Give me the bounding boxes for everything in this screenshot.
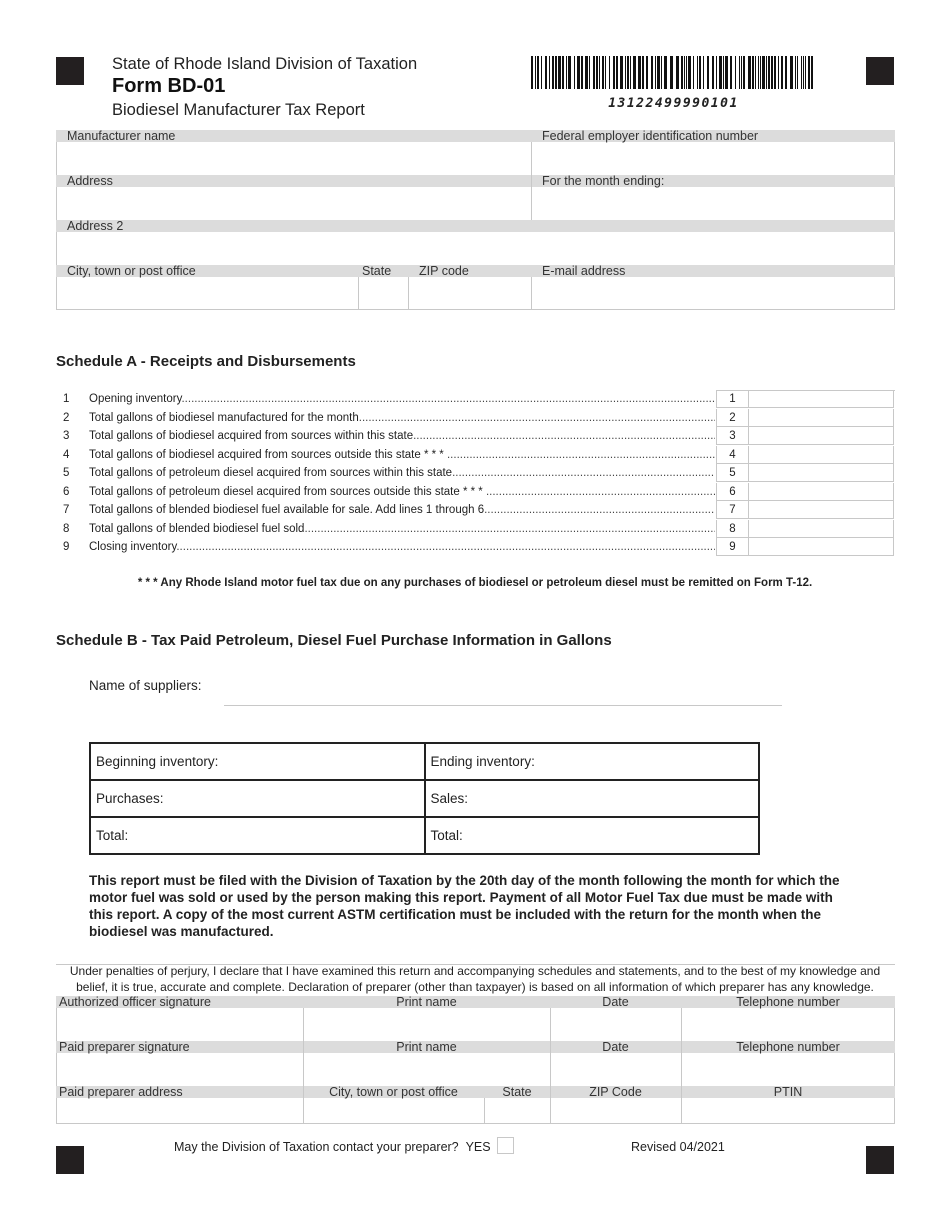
barcode-bar xyxy=(681,56,683,89)
fein-field[interactable] xyxy=(532,142,894,175)
preparer-city-field[interactable] xyxy=(304,1098,484,1123)
zip-field[interactable] xyxy=(409,277,531,309)
barcode-bar xyxy=(739,56,740,89)
line-amount-field[interactable] xyxy=(749,390,894,408)
line-number: 8 xyxy=(63,522,70,535)
barcode-bar xyxy=(620,56,623,89)
divider xyxy=(531,277,532,310)
barcode-bar xyxy=(762,56,765,89)
line-amount-field[interactable] xyxy=(749,427,894,445)
print-name-field-2[interactable] xyxy=(304,1053,550,1086)
form-title: Biodiesel Manufacturer Tax Report xyxy=(112,101,365,119)
line-amount-field[interactable] xyxy=(749,409,894,427)
preparer-address-label: Paid preparer address xyxy=(56,1086,303,1098)
barcode-bar xyxy=(585,56,588,89)
barcode-bar xyxy=(633,56,636,89)
barcode-bar xyxy=(531,56,533,89)
barcode-bar xyxy=(593,56,595,89)
barcode-bar xyxy=(703,56,704,89)
preparer-city-label: City, town or post office xyxy=(303,1086,484,1098)
barcode-bar xyxy=(537,56,539,89)
barcode-bar xyxy=(697,56,698,89)
divider xyxy=(358,277,359,310)
yes-checkbox[interactable] xyxy=(497,1137,514,1154)
barcode-bar xyxy=(562,56,564,89)
barcode-bar xyxy=(535,56,536,89)
barcode-bar xyxy=(625,56,626,89)
barcode-bar xyxy=(581,56,583,89)
contact-preparer-question xyxy=(174,1140,491,1154)
filing-notice: This report must be filed with the Division of Taxation by the 20th day of the month following the month for which the motor fuel was sold or used by the person making this report. Payment of all Motor Fuel Tax due must be made with this report. A copy of the most current ASTM certification must be included with the return for the month when the biodiesel was manufactured. xyxy=(89,873,840,939)
barcode-bar xyxy=(686,56,687,89)
barcode-bar xyxy=(688,56,691,89)
manufacturer-name-field[interactable] xyxy=(57,142,531,175)
form-id: Form BD-01 xyxy=(112,75,226,97)
table-row xyxy=(90,817,759,854)
line-number: 2 xyxy=(63,411,70,424)
telephone-label-1: Telephone number xyxy=(681,996,895,1008)
yes-label: YES xyxy=(465,1140,491,1154)
preparer-zip-field[interactable] xyxy=(551,1098,681,1123)
barcode-bar xyxy=(664,56,667,89)
barcode-bar xyxy=(566,56,567,89)
table-row xyxy=(90,743,759,780)
perjury-declaration: Under penalties of perjury, I declare that I have examined this return and accompanying schedules and statements, and to the best of my knowledge and belief, it is true, accurate and complete. Declaration of preparer (other than taxpayer) is based on all information of which preparer has any knowledge. xyxy=(69,964,881,994)
barcode-bar xyxy=(808,56,810,89)
line-description: Total gallons of petroleum diesel acquired from sources outside this state * * * ..... xyxy=(89,483,715,501)
preparer-state-field[interactable] xyxy=(485,1098,550,1123)
officer-signature-field[interactable] xyxy=(57,1008,303,1041)
schedule-b-title: Schedule B - Tax Paid Petroleum, Diesel Fuel Purchase Information in Gallons xyxy=(56,632,612,649)
line-number: 4 xyxy=(63,448,70,461)
barcode-bar xyxy=(627,56,629,89)
date-label-2: Date xyxy=(550,1041,681,1053)
barcode-bar xyxy=(712,56,714,89)
barcode-bar xyxy=(642,56,644,89)
month-ending-label: For the month ending: xyxy=(531,175,895,187)
beginning-inventory-cell[interactable]: Beginning inventory: xyxy=(90,743,425,780)
address2-field[interactable] xyxy=(57,232,894,264)
print-name-label-1: Print name xyxy=(303,996,550,1008)
barcode-bar xyxy=(574,56,575,89)
address-label: Address xyxy=(56,175,531,187)
barcode-bar xyxy=(758,56,759,89)
line-amount-field[interactable] xyxy=(749,538,894,556)
barcode-bar xyxy=(657,56,660,89)
barcode-bar xyxy=(596,56,598,89)
line-box-number: 3 xyxy=(716,427,749,445)
line-number: 6 xyxy=(63,485,70,498)
divider xyxy=(408,277,409,310)
barcode-bar xyxy=(549,56,550,89)
address-field[interactable] xyxy=(57,187,531,220)
preparer-signature-label: Paid preparer signature xyxy=(56,1041,303,1053)
barcode-bar xyxy=(651,56,653,89)
barcode-bar xyxy=(613,56,615,89)
state-field[interactable] xyxy=(359,277,408,309)
barcode-bar xyxy=(616,56,618,89)
divider xyxy=(303,1008,304,1124)
barcode-bar xyxy=(605,56,606,89)
table-row xyxy=(90,780,759,817)
fein-label: Federal employer identification number xyxy=(531,130,895,142)
barcode-bar xyxy=(805,56,806,89)
total-right-cell[interactable]: Total: xyxy=(425,817,760,854)
city-field[interactable] xyxy=(57,277,358,309)
line-amount-field[interactable] xyxy=(749,483,894,501)
barcode-bar xyxy=(741,56,742,89)
line-amount-field[interactable] xyxy=(749,446,894,464)
date-label-1: Date xyxy=(550,996,681,1008)
barcode-bar xyxy=(699,56,701,89)
barcode-bar xyxy=(693,56,694,89)
barcode-bar xyxy=(801,56,802,89)
month-ending-field[interactable] xyxy=(532,187,894,220)
date-field-2[interactable] xyxy=(551,1053,681,1086)
barcode-bar xyxy=(555,56,557,89)
barcode-bar xyxy=(803,56,804,89)
line-description: Total gallons of blended biodiesel fuel available for sale. Add lines 1 through 6 ..... xyxy=(89,501,715,519)
divider xyxy=(531,142,532,220)
suppliers-label: Name of suppliers: xyxy=(89,678,202,693)
registration-mark-top-left xyxy=(56,57,84,85)
barcode-bar xyxy=(790,56,793,89)
barcode-bar xyxy=(768,56,770,89)
barcode-bar xyxy=(811,56,813,89)
line-description: Total gallons of biodiesel manufactured for the month ..... xyxy=(89,409,715,427)
barcode-bar xyxy=(760,56,761,89)
line-box-number: 6 xyxy=(716,483,749,501)
barcode-bar xyxy=(558,56,561,89)
line-description: Total gallons of blended biodiesel fuel sold ..... xyxy=(89,520,715,538)
barcode-bar xyxy=(730,56,732,89)
line-box-number: 8 xyxy=(716,520,749,538)
barcode-bar xyxy=(545,56,547,89)
contact-question-text: May the Division of Taxation contact your preparer? xyxy=(174,1140,459,1154)
schedule-a-title: Schedule A - Receipts and Disbursements xyxy=(56,353,356,370)
divider xyxy=(484,1098,485,1124)
barcode-bar xyxy=(552,56,554,89)
barcode-bar xyxy=(589,56,590,89)
line-box-number: 9 xyxy=(716,538,749,556)
barcode-bar xyxy=(655,56,656,89)
line-description: Opening inventory ..... xyxy=(89,390,715,408)
print-name-field-1[interactable] xyxy=(304,1008,550,1041)
ptin-label: PTIN xyxy=(681,1086,895,1098)
barcode-bar xyxy=(766,56,767,89)
barcode-bar xyxy=(795,56,796,89)
divider xyxy=(550,1008,551,1124)
barcode-bar xyxy=(743,56,745,89)
registration-mark-top-right xyxy=(866,57,894,85)
line-number: 9 xyxy=(63,541,70,553)
line-amount-field[interactable] xyxy=(749,464,894,482)
barcode-bar xyxy=(735,56,736,89)
barcode-bar xyxy=(599,56,600,89)
barcode-bar xyxy=(568,56,571,89)
preparer-address-field[interactable] xyxy=(57,1098,303,1123)
barcode-bar xyxy=(630,56,631,89)
line-number: 7 xyxy=(63,504,70,516)
line-box-number: 5 xyxy=(716,464,749,482)
barcode-bar xyxy=(781,56,783,89)
barcode-bar xyxy=(785,56,787,89)
barcode-bar xyxy=(774,56,776,89)
barcode-bar xyxy=(684,56,685,89)
barcode-bar xyxy=(752,56,754,89)
barcode-bar xyxy=(646,56,648,89)
ptin-field[interactable] xyxy=(682,1098,894,1123)
ending-inventory-cell[interactable]: Ending inventory: xyxy=(425,743,760,780)
line-box-number: 4 xyxy=(716,446,749,464)
barcode-bar xyxy=(609,56,610,89)
date-field-1[interactable] xyxy=(551,1008,681,1041)
email-field[interactable] xyxy=(532,277,894,309)
preparer-state-label: State xyxy=(484,1086,550,1098)
registration-mark-bottom-right xyxy=(866,1146,894,1174)
barcode-bar xyxy=(602,56,604,89)
manufacturer-name-label: Manufacturer name xyxy=(56,130,531,142)
total-left-cell[interactable]: Total: xyxy=(90,817,425,854)
barcode-bar xyxy=(748,56,751,89)
line-amount-field[interactable] xyxy=(749,501,894,519)
line-number: 3 xyxy=(63,430,70,442)
barcode-bar xyxy=(676,56,679,89)
suppliers-field[interactable] xyxy=(224,686,782,706)
telephone-label-2: Telephone number xyxy=(681,1041,895,1053)
purchases-cell[interactable]: Purchases: xyxy=(90,780,425,817)
barcode-bar xyxy=(723,56,724,89)
officer-signature-label: Authorized officer signature xyxy=(56,996,303,1008)
email-label: E-mail address xyxy=(531,265,895,277)
state-label: State xyxy=(358,265,408,277)
barcode-number: 13122499990101 xyxy=(608,96,739,111)
barcode-bar xyxy=(719,56,722,89)
registration-mark-bottom-left xyxy=(56,1146,84,1174)
revision-date: Revised 04/2021 xyxy=(631,1140,725,1154)
telephone-field-2[interactable] xyxy=(682,1053,894,1086)
barcode-bar xyxy=(638,56,641,89)
line-amount-field[interactable] xyxy=(749,520,894,538)
barcode-bar xyxy=(797,56,798,89)
barcode-bar xyxy=(771,56,773,89)
print-name-label-2: Print name xyxy=(303,1041,550,1053)
barcode-bar xyxy=(661,56,662,89)
sales-cell[interactable]: Sales: xyxy=(425,780,760,817)
line-box-number: 7 xyxy=(716,501,749,519)
barcode-bar xyxy=(577,56,580,89)
barcode-bar xyxy=(725,56,728,89)
schedule-a-note: * * * Any Rhode Island motor fuel tax due on any purchases of biodiesel or petroleum diesel must be remitted on Form T-12. xyxy=(137,577,813,589)
preparer-zip-label: ZIP Code xyxy=(550,1086,681,1098)
agency-name: State of Rhode Island Division of Taxation xyxy=(112,55,418,73)
barcode-bar xyxy=(755,56,756,89)
barcode-bar xyxy=(707,56,709,89)
line-box-number: 2 xyxy=(716,409,749,427)
line-number: 1 xyxy=(63,393,70,405)
line-description: Total gallons of petroleum diesel acquired from sources within this state ..... xyxy=(89,464,715,482)
address2-label: Address 2 xyxy=(56,220,895,232)
barcode-bar xyxy=(670,56,673,89)
divider xyxy=(681,1008,682,1124)
barcode-bar xyxy=(716,56,717,89)
telephone-field-1[interactable] xyxy=(682,1008,894,1041)
line-description: Total gallons of biodiesel acquired from sources outside this state * * * ..... xyxy=(89,446,715,464)
line-description: Total gallons of biodiesel acquired from sources within this state ..... xyxy=(89,427,715,445)
barcode-bar xyxy=(778,56,779,89)
barcode-bar xyxy=(541,56,542,89)
barcode xyxy=(531,56,816,89)
city-label: City, town or post office xyxy=(56,265,358,277)
zip-label: ZIP code xyxy=(408,265,531,277)
line-description: Closing inventory ..... xyxy=(89,538,715,556)
preparer-signature-field[interactable] xyxy=(57,1053,303,1086)
line-number: 5 xyxy=(63,467,70,479)
line-box-number: 1 xyxy=(716,390,749,408)
schedule-b-table xyxy=(89,742,760,855)
